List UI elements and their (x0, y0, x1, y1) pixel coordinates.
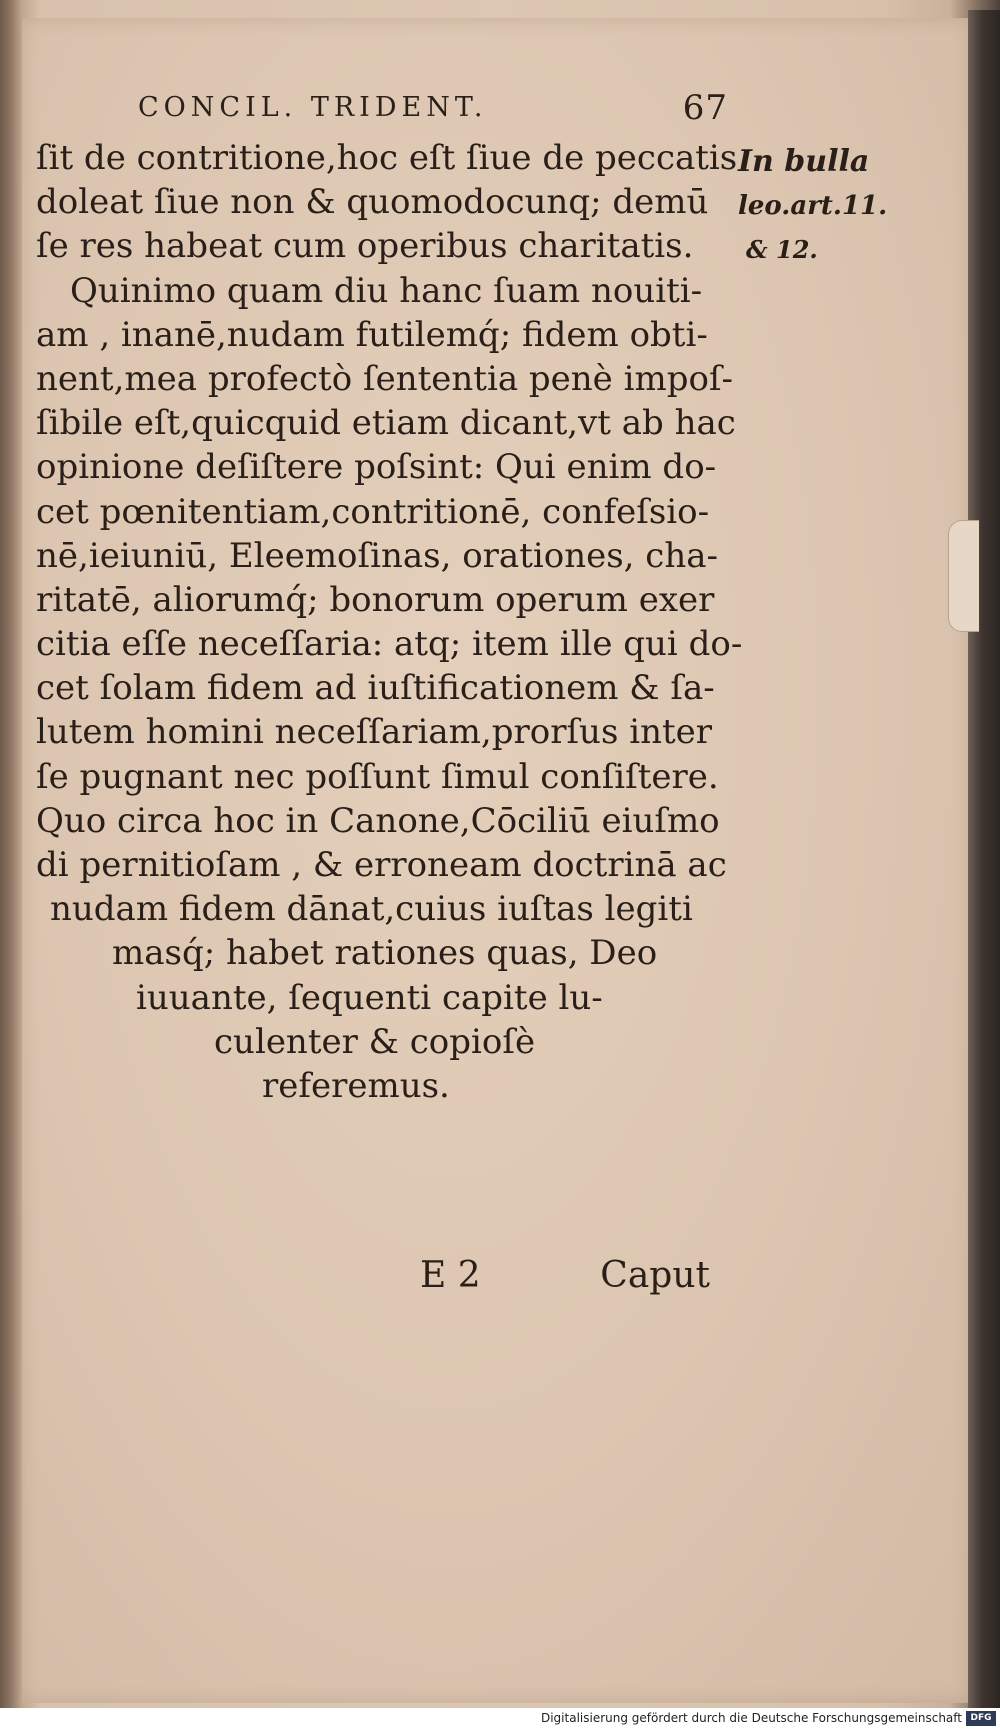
margin-note-line: In bulla (738, 144, 870, 179)
text-line: opinione deſiſtere poſsint: Qui enim do- (36, 447, 717, 488)
catchline (420, 1255, 740, 1305)
book-edge (968, 10, 1000, 1708)
margin-note-line: & 12. (746, 235, 818, 264)
margin-note-line: leo.art.11. (738, 191, 888, 221)
funding-credit: Digitalisierung gefördert durch die Deutsche Forschungsgemeinschaft (540, 1711, 962, 1725)
text-line: am , inanē,nudam futilemq́; fidem obti- (36, 314, 708, 355)
text-line: nent,mea profectò ſententia penè impoſ- (36, 358, 734, 399)
text-line: nē,ieiuniū, Eleemoſinas, orationes, cha- (36, 535, 718, 576)
text-line: ſit de contritione,hoc eſt ſiue de peccatis (36, 138, 738, 178)
text-line: Quo circa hoc in Canone,Cōciliū eiuſmo (36, 800, 720, 841)
text-line: ſe pugnant nec poſſunt ſimul conſiſtere. (36, 756, 719, 797)
text-line: masq́; habet rationes quas, Deo (112, 933, 658, 974)
text-line: cet pœnitentiam,contritionē, confeſsio- (36, 491, 710, 532)
catchword: Caput (600, 1255, 710, 1296)
text-line: iuuante, ſequenti capite lu- (136, 977, 603, 1018)
margin-note (738, 140, 888, 272)
signature-mark: E 2 (420, 1255, 481, 1296)
text-line: citia eſſe neceſſaria: atq; item ille qui do- (36, 624, 743, 665)
text-line: lutem homini neceſſariam,prorſus inter (36, 712, 713, 753)
text-line: ſibile eſt,quicquid etiam dicant,vt ab hac (36, 403, 736, 444)
text-line: cet ſolam fidem ad iuſtificationem & ſa- (36, 668, 715, 709)
running-title: CONCIL. TRIDENT. (138, 92, 488, 123)
digitization-footer (0, 1708, 1000, 1730)
text-line: nudam fidem dānat,cuius iuſtas legiti (50, 889, 693, 930)
text-line: Quinimo quam diu hanc ſuam nouiti- (70, 270, 703, 311)
text-line: ſe res habeat cum operibus charitatis. (36, 226, 694, 267)
text-line: doleat ſiue non & quomodocunq; demū (36, 182, 709, 223)
text-line: culenter & copioſè (214, 1021, 536, 1062)
text-line: di pernitioſam , & erroneam doctrinā ac (36, 845, 727, 885)
dfg-logo: DFG (966, 1711, 996, 1726)
page-number: 67 (682, 88, 728, 128)
running-header (138, 88, 728, 132)
text-line: referemus. (262, 1065, 450, 1106)
text-line: ritatē, aliorumq́; bonorum operum exer (36, 579, 715, 620)
body-text (36, 136, 743, 1108)
page-tab-marker (948, 520, 979, 632)
